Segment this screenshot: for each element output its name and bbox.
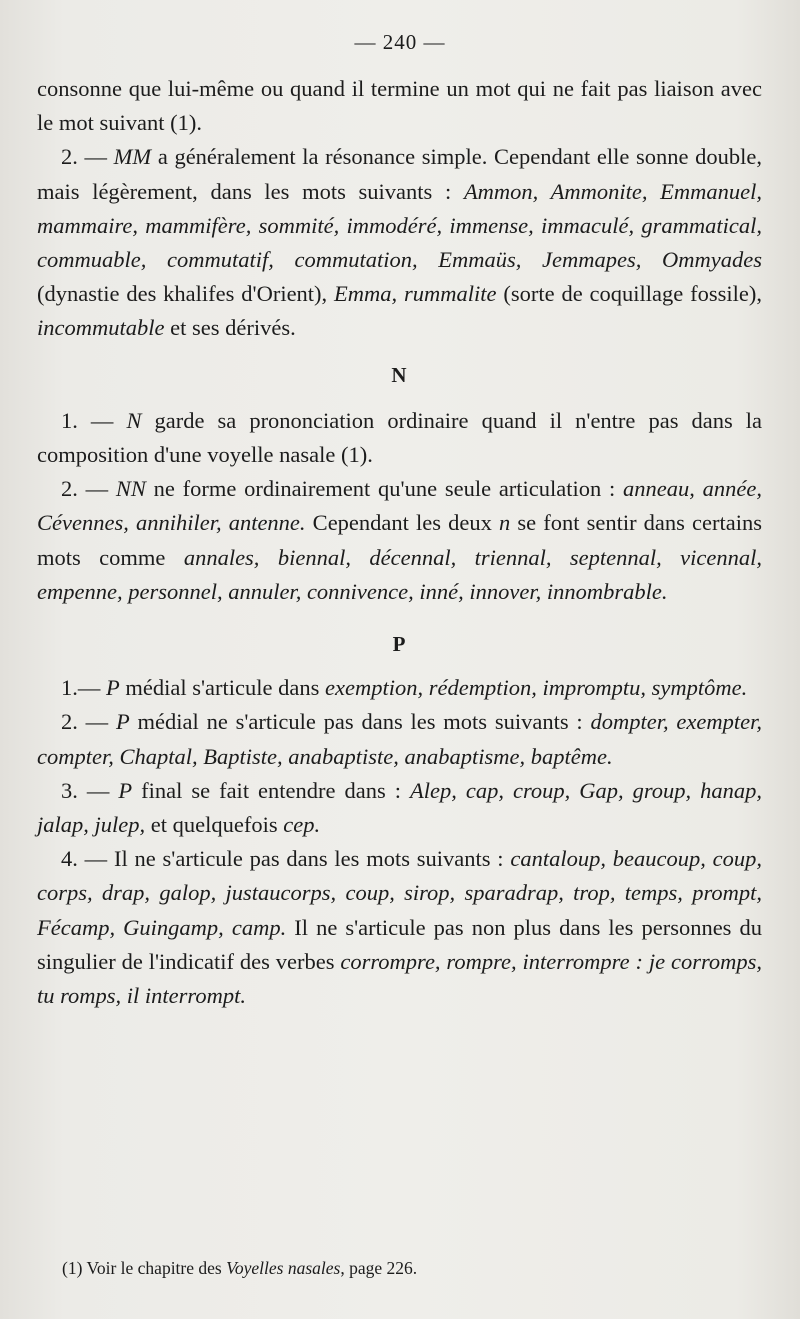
p1-words: exemption, rédemption, impromptu, symptôme.: [325, 675, 748, 701]
n2-mid2: se font sentir dans certains mots comme: [37, 510, 763, 570]
n2-text: ne forme ordinairement qu'une seule articulation :: [145, 476, 624, 502]
p3-num: 3. —: [61, 777, 119, 803]
footnote-end: , page 226.: [340, 1258, 418, 1278]
mm-end: et ses dérivés.: [164, 315, 296, 341]
p4-words: cantaloup, beaucoup, coup, corps, drap, galop, justaucorps, coup, sirop, sparadrap, trop, temps, prompt, Fécamp, Guingamp, camp.: [37, 846, 763, 940]
intro-paragraph: consonne que lui-même ou quand il termine un mot qui ne fait pas liaison avec le mot suivant (1).: [37, 76, 762, 136]
n1-text: garde sa prononciation ordinaire quand il n'entre pas dans la composition d'une voyelle nasale (1).: [37, 407, 763, 468]
mm-paragraph: [37, 140, 762, 345]
mm-words-2: Emma, rummalite: [334, 281, 497, 307]
p3-letter: P: [118, 777, 133, 803]
p1-letter: P: [106, 675, 120, 701]
p-paragraph-1: [37, 671, 762, 705]
n1-num: 1. —: [61, 407, 127, 433]
mm-letters: MM: [113, 144, 152, 170]
p4-words-2: corrompre, rompre, interrompre : je corromps, tu romps, il interrompt.: [37, 948, 762, 1009]
n-paragraph-1: [37, 404, 762, 472]
n-paragraph-2: [37, 472, 762, 609]
p4-text-2: Il ne s'articule pas non plus dans les personnes du singulier de l'indicatif des verbes: [37, 914, 763, 974]
p3-word-2: cep.: [283, 812, 321, 838]
page-number: — 240 —: [354, 30, 446, 54]
p1-num: 1.—: [61, 675, 106, 701]
footnote-text: (1) Voir le chapitre des: [62, 1258, 227, 1278]
n2-n: n: [498, 510, 511, 536]
n2-words: anneau, année, Cévennes, annihiler, antenne.: [37, 476, 762, 536]
p4-num: 4. —: [61, 846, 114, 872]
p2-words: dompter, exempter, compter, Chaptal, Baptiste, anabaptiste, anabaptisme, baptême.: [37, 709, 762, 769]
p2-num: 2. —: [61, 709, 116, 735]
page-body: [37, 72, 762, 1013]
p3-text-2: et quelquefois: [145, 812, 284, 838]
n2-words-2: annales, biennal, décennal, triennal, septennal, vicennal, empenne, personnel, annuler, connivence, inné, innover, innombrable.: [37, 544, 763, 604]
p-paragraph-2: [37, 705, 762, 773]
mm-words: Ammon, Ammonite, Emmanuel, mammaire, mammifère, sommité, immodéré, immense, immaculé, grammatical, commuable, commutatif, commutation, Emmaüs, Jemmapes, Ommyades: [37, 178, 762, 273]
mm-note-2: (sorte de coquillage fossile),: [496, 281, 762, 307]
n2-mid: Cependant les deux: [305, 510, 499, 536]
p2-text: médial ne s'articule pas dans les mots suivants :: [129, 709, 591, 735]
p-paragraph-4: [37, 842, 762, 1013]
p-paragraph-3: [37, 774, 762, 842]
section-heading-p: P: [392, 632, 407, 657]
footnote-title: Voyelles nasales: [226, 1258, 341, 1278]
p2-letter: P: [115, 709, 130, 735]
p3-words: Alep, cap, croup, Gap, group, hanap, jalap, julep,: [37, 777, 763, 838]
section-heading-n: N: [391, 362, 408, 387]
footnote: [62, 1256, 762, 1280]
p3-text: final se fait entendre dans :: [132, 777, 410, 803]
mm-words-3: incommutable: [37, 315, 165, 341]
mm-num: 2. —: [61, 144, 114, 170]
n1-letter: N: [126, 407, 142, 433]
p4-text: Il ne s'articule pas dans les mots suivants :: [113, 846, 511, 872]
n2-letters: NN: [115, 476, 146, 502]
p1-text: médial s'articule dans: [119, 675, 325, 701]
mm-note-1: (dynastie des khalifes d'Orient),: [37, 281, 335, 307]
n2-num: 2. —: [61, 476, 116, 502]
mm-text: a généralement la résonance simple. Cependant elle sonne double, mais légèrement, dans les mots suivants :: [37, 144, 762, 204]
